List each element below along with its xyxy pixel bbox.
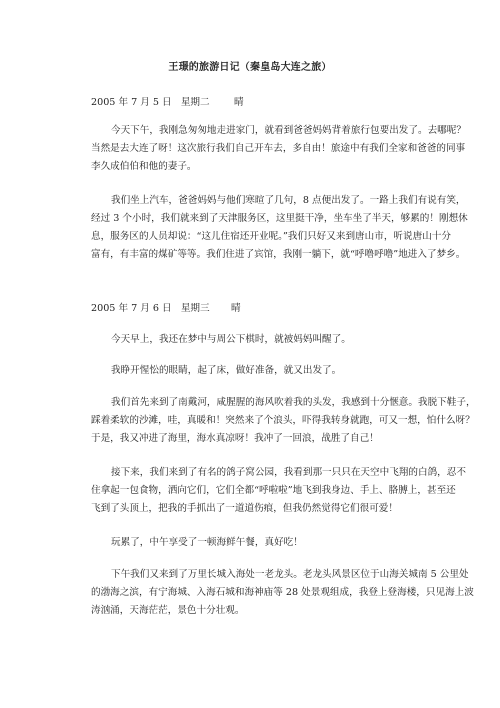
paragraph-line: 玩累了，中午享受了一顿海鲜午餐，真好吃！ — [111, 537, 303, 548]
entry-weekday: 星期三 — [180, 303, 210, 314]
entry-dateline — [91, 300, 241, 314]
paragraph-line: 踩着柔软的沙滩，哇，真暖和！突然来了个浪头，吓得我转身就跑，可又一想，怕什么呀？ — [91, 415, 475, 426]
paragraph-line: 住拿起一包食物，洒向它们，它们全都“呼啦啦”地飞到我身边、手上、胳膊上，甚至还 — [91, 485, 456, 496]
paragraph-line: 今天下午，我刚急匆匆地走进家门，就看到爸爸妈妈背着旅行包要出发了。去哪呢？ — [111, 125, 466, 136]
entry-date: 2005 年 7 月 5 日 — [91, 97, 172, 108]
paragraph-line: 李久成伯伯和他的妻子。 — [91, 161, 197, 172]
paragraph — [91, 534, 411, 552]
entry-dateline — [91, 94, 244, 108]
paragraph-line: 当然是去大连了呀！这次旅行我们自己开车去，多自由！旅途中有我们全家和爸爸的同事 — [91, 143, 466, 154]
paragraph-line: 今天早上，我还在梦中与周公下棋时，就被妈妈叫醒了。 — [111, 334, 351, 345]
paragraph-line: 富有，有丰富的煤矿等等。我们住进了宾馆，我刚一躺下，就“呼噜呼噜”地进入了梦乡。 — [91, 249, 466, 260]
entry-weather: 晴 — [230, 303, 241, 314]
paragraph-line: 下午我们又来到了万里长城入海处一老龙头。老龙头风景区位于山海关城南 5 公里处 — [111, 569, 469, 580]
paragraph-line: 我睁开惺忪的眼睛，起了床，做好准备，就又出发了。 — [111, 365, 342, 376]
paragraph — [91, 192, 468, 264]
paragraph — [91, 464, 466, 518]
paragraph — [91, 394, 476, 448]
paragraph — [91, 122, 466, 176]
paragraph-line: 经过 3 个小时，我们就来到了天津服务区，这里挺干净，坐车坐了半天，够累的！刚想休 — [91, 213, 468, 224]
paragraph-line: 我们坐上汽车，爸爸妈妈与他们寒暄了几句，8 点便出发了。一路上我们有说有笑， — [111, 195, 466, 206]
paragraph-line: 涛汹涌，天海茫茫，景色十分壮观。 — [91, 605, 245, 616]
paragraph — [91, 331, 411, 349]
paragraph-line: 的渤海之滨，有宁海城、入海石城和海神庙等 28 处景观组成，我登上登海楼，只见海上波 — [91, 587, 474, 598]
entry-date: 2005 年 7 月 6 日 — [91, 303, 172, 314]
entry-weather: 晴 — [234, 97, 244, 108]
paragraph-line: 我们首先来到了南戴河，咸腥腥的海风吹着我的头发，我感到十分惬意。我脱下鞋子， — [111, 397, 476, 408]
paragraph — [91, 566, 474, 620]
entry-weekday: 星期二 — [180, 97, 210, 108]
diary-title: 王璟的旅游日记（秦皇岛大连之旅） — [168, 62, 332, 73]
paragraph-line: 于是，我又冲进了海里，海水真凉呀！我冲了一回浪，战胜了自己！ — [91, 433, 379, 444]
paragraph — [91, 362, 411, 380]
paragraph-line: 接下来，我们来到了有名的鸽子窝公园，我看到那一只只在天空中飞翔的白鸽，忍不 — [111, 467, 466, 478]
paragraph-line: 飞到了头顶上，把我的手抓出了一道道伤痕，但我仍然觉得它们很可爱！ — [91, 503, 398, 514]
paragraph-line: 息，服务区的人员却说：“这儿住宿还开业呢。”我们只好又来到唐山市，听说唐山十分 — [91, 231, 451, 242]
